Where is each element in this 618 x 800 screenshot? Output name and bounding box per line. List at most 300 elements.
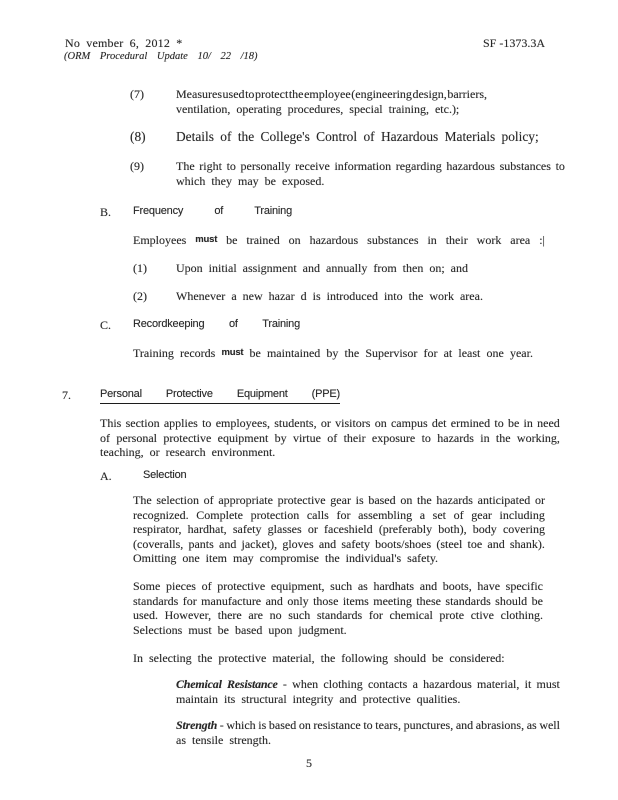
doc-word: initial bbox=[208, 261, 237, 275]
doc-word: by bbox=[326, 346, 339, 360]
doc-word: to bbox=[555, 159, 565, 173]
item-8-label: (8) bbox=[130, 129, 146, 144]
doc-word: no bbox=[269, 608, 282, 623]
doc-word: and bbox=[455, 718, 474, 732]
doc-line bbox=[133, 537, 545, 552]
doc-word: strength. bbox=[229, 732, 271, 747]
doc-word: compromise bbox=[259, 551, 319, 566]
doc-word: their bbox=[343, 430, 366, 445]
doc-word: specific bbox=[505, 579, 543, 593]
doc-word: employees, bbox=[215, 416, 271, 430]
doc-word: be bbox=[264, 173, 276, 188]
doc-line bbox=[176, 102, 487, 117]
doc-word: protective bbox=[163, 430, 212, 445]
section-b-heading-label: B. bbox=[100, 205, 112, 219]
doc-word: based bbox=[368, 493, 396, 507]
doc-word: clothing. bbox=[500, 608, 543, 623]
doc-word: they bbox=[211, 173, 232, 188]
doc-word: visitors bbox=[335, 416, 371, 430]
doc-word: The bbox=[176, 159, 195, 173]
doc-word: which bbox=[226, 718, 256, 732]
doc-word: hazards bbox=[436, 493, 473, 507]
doc-word: protective bbox=[218, 651, 267, 665]
doc-word: exposure bbox=[371, 430, 416, 445]
doc-word: Whenever bbox=[176, 289, 226, 303]
doc-word: hazardous bbox=[309, 233, 359, 247]
doc-word: boots/shoes bbox=[375, 536, 432, 551]
doc-word: hardhats bbox=[373, 579, 415, 593]
doc-word: those bbox=[313, 593, 339, 608]
doc-word: substances bbox=[367, 233, 419, 247]
item-9-label: (9) bbox=[130, 159, 144, 173]
doc-line bbox=[100, 431, 560, 446]
doc-word: or bbox=[149, 445, 160, 460]
doc-word: ctive bbox=[470, 608, 495, 623]
doc-word: receive bbox=[295, 159, 330, 173]
doc-word: items bbox=[342, 593, 369, 608]
doc-word: Chemical bbox=[176, 677, 222, 691]
doc-line bbox=[176, 129, 566, 145]
doc-word: abrasions, bbox=[475, 718, 525, 732]
doc-word: work bbox=[476, 233, 502, 247]
doc-word: chemical bbox=[389, 608, 433, 623]
doc-word: to bbox=[202, 416, 212, 430]
doc-word: a bbox=[231, 289, 237, 303]
doc-word: Omitting bbox=[133, 551, 177, 566]
doc-word: Selection bbox=[143, 469, 187, 481]
page-number: 5 bbox=[306, 756, 312, 770]
doc-word: Some bbox=[133, 579, 161, 593]
doc-word: judgment. bbox=[298, 622, 347, 637]
doc-word: and bbox=[339, 691, 357, 706]
doc-word: at bbox=[443, 346, 453, 360]
doc-word: the bbox=[197, 651, 213, 665]
doc-word: in bbox=[480, 430, 490, 445]
doc-word: a bbox=[412, 677, 418, 691]
doc-line bbox=[176, 677, 560, 692]
doc-word: protective bbox=[277, 493, 326, 507]
doc-word: have bbox=[477, 579, 501, 593]
doc-word: the bbox=[416, 493, 432, 507]
doc-word: to bbox=[494, 416, 504, 430]
doc-word: safety bbox=[232, 522, 262, 537]
doc-word: Training bbox=[133, 346, 174, 360]
selection-para-1-text bbox=[133, 493, 545, 566]
header-doc-number: SF -1373.3A bbox=[482, 36, 545, 50]
doc-word: on; bbox=[429, 261, 445, 275]
doc-line bbox=[176, 174, 565, 189]
doc-word: gloves bbox=[282, 536, 314, 551]
doc-word: right bbox=[199, 159, 222, 173]
doc-word: Strength bbox=[176, 718, 218, 732]
doc-line bbox=[100, 388, 340, 401]
header-revision-note: (ORM Procedural Update 10/ 22 /18) bbox=[64, 51, 258, 62]
doc-word: barriers, bbox=[447, 87, 487, 101]
doc-word: ermined bbox=[450, 416, 491, 430]
doc-word: equipment, bbox=[270, 579, 325, 593]
selection-para-3-text bbox=[133, 651, 553, 666]
doc-word: or bbox=[534, 493, 545, 507]
doc-word: hazar bbox=[268, 289, 295, 303]
doc-word: as bbox=[526, 718, 537, 732]
doc-word: individual's bbox=[345, 551, 402, 566]
doc-word: Control bbox=[316, 129, 358, 144]
doc-word: records bbox=[180, 346, 216, 360]
doc-word: (coveralls, bbox=[133, 536, 184, 551]
doc-word: pieces bbox=[165, 579, 196, 593]
doc-word: these bbox=[416, 593, 441, 608]
doc-word: area bbox=[510, 233, 531, 247]
doc-line bbox=[176, 692, 560, 707]
section-7-heading-text bbox=[100, 388, 340, 404]
doc-word: resistance bbox=[313, 718, 361, 732]
doc-word: Details bbox=[176, 129, 214, 144]
doc-word: body bbox=[472, 522, 497, 537]
doc-line bbox=[133, 608, 543, 623]
doc-word: well bbox=[539, 718, 560, 732]
def-strength-text bbox=[176, 718, 560, 747]
doc-word: such bbox=[330, 579, 353, 593]
doc-word: only bbox=[287, 593, 309, 608]
doc-word: on bbox=[288, 233, 301, 247]
doc-word: - bbox=[219, 718, 224, 732]
doc-word: protective bbox=[217, 579, 266, 593]
doc-word: a bbox=[419, 507, 426, 522]
doc-word: it bbox=[524, 677, 532, 691]
doc-word: or bbox=[320, 416, 331, 430]
doc-word: meeting bbox=[373, 593, 412, 608]
doc-word: teaching, bbox=[100, 445, 144, 460]
doc-word: toe bbox=[467, 536, 483, 551]
doc-word: standards bbox=[445, 593, 491, 608]
doc-word: (PPE) bbox=[311, 388, 340, 400]
doc-line bbox=[133, 205, 292, 218]
section-b-heading-text bbox=[133, 205, 292, 218]
doc-line bbox=[143, 469, 263, 482]
doc-word: :| bbox=[539, 233, 545, 247]
doc-word: year. bbox=[509, 346, 533, 360]
doc-word: to bbox=[421, 430, 431, 445]
doc-word: Training bbox=[254, 205, 292, 217]
section-c-heading-text bbox=[133, 318, 300, 331]
doc-word: virtue bbox=[292, 430, 321, 445]
doc-word: used. bbox=[133, 608, 158, 623]
item-9-text bbox=[176, 159, 565, 188]
doc-word: Personal bbox=[100, 388, 142, 400]
doc-word: of bbox=[220, 129, 232, 144]
doc-word: for bbox=[336, 507, 351, 522]
doc-word: boots, bbox=[442, 579, 472, 593]
doc-word: into bbox=[383, 289, 403, 303]
doc-word: anticipated bbox=[477, 493, 531, 507]
doc-line bbox=[176, 261, 556, 276]
doc-word: assembling bbox=[358, 507, 413, 522]
doc-word: of bbox=[453, 507, 464, 522]
doc-word: exposed. bbox=[282, 173, 325, 188]
selection-para-2-text bbox=[133, 579, 543, 637]
doc-word: (engineering bbox=[351, 87, 412, 101]
doc-word: annually bbox=[326, 261, 368, 275]
doc-word: in bbox=[523, 416, 533, 430]
doc-word: be bbox=[431, 651, 444, 665]
doc-word: Measures bbox=[176, 87, 222, 101]
doc-word: based bbox=[268, 718, 297, 732]
doc-word: considered: bbox=[449, 651, 505, 665]
doc-word: substances bbox=[499, 159, 551, 173]
doc-word: in bbox=[427, 233, 437, 247]
doc-word: personal bbox=[116, 430, 157, 445]
doc-word: Selections bbox=[133, 622, 183, 637]
doc-word: qualities. bbox=[416, 691, 461, 706]
section-7-heading-label: 7. bbox=[62, 388, 71, 402]
doc-line bbox=[133, 551, 545, 566]
doc-line bbox=[133, 594, 543, 609]
doc-word: faceshield bbox=[324, 522, 373, 537]
section-a-heading-text bbox=[143, 469, 263, 482]
doc-word: hardhat, bbox=[187, 522, 227, 537]
doc-word: on bbox=[400, 493, 413, 507]
doc-word: campus bbox=[390, 416, 428, 430]
doc-word: and bbox=[419, 579, 438, 593]
doc-word: is bbox=[258, 718, 267, 732]
doc-word: information bbox=[334, 159, 392, 173]
doc-word: etc.); bbox=[434, 101, 460, 116]
doc-word: the bbox=[495, 430, 511, 445]
doc-word: equipment bbox=[217, 430, 269, 445]
doc-word: introduced bbox=[326, 289, 378, 303]
doc-word: Supervisor bbox=[365, 346, 418, 360]
doc-word: procedures, bbox=[287, 101, 344, 116]
doc-word: (steel bbox=[436, 536, 463, 551]
item-b-1-text bbox=[176, 261, 556, 276]
doc-word: shank). bbox=[509, 536, 545, 551]
doc-word: glasses bbox=[267, 522, 302, 537]
doc-line bbox=[176, 733, 560, 748]
section-a-heading-label: A. bbox=[100, 469, 112, 483]
doc-word: policy; bbox=[501, 129, 539, 144]
doc-word: including bbox=[499, 507, 545, 522]
doc-word: tensile bbox=[192, 732, 224, 747]
section-7-intro-text bbox=[100, 416, 560, 460]
doc-word: respirator, bbox=[133, 522, 182, 537]
doc-word: on bbox=[374, 416, 387, 430]
doc-word: protection bbox=[250, 507, 300, 522]
doc-word: Equipment bbox=[236, 388, 288, 400]
doc-word: of bbox=[214, 205, 224, 217]
doc-word: least bbox=[458, 346, 481, 360]
doc-word: calls bbox=[306, 507, 329, 522]
doc-word: used bbox=[222, 87, 245, 101]
doc-word: College's bbox=[260, 129, 310, 144]
doc-word: selection bbox=[156, 493, 199, 507]
doc-word: and bbox=[318, 536, 337, 551]
doc-word: selecting bbox=[149, 651, 192, 665]
doc-word: should bbox=[495, 593, 528, 608]
doc-word: clothing bbox=[323, 677, 363, 691]
doc-word: must bbox=[536, 677, 560, 691]
doc-word: assignment bbox=[242, 261, 297, 275]
doc-word: must bbox=[195, 234, 218, 245]
doc-word: gear bbox=[330, 493, 351, 507]
doc-word: Resistance bbox=[226, 677, 278, 691]
doc-word: area. bbox=[459, 289, 483, 303]
doc-word: one bbox=[486, 346, 504, 360]
doc-word: and bbox=[219, 536, 237, 551]
doc-word: be bbox=[531, 593, 543, 608]
doc-word: safety bbox=[341, 536, 370, 551]
doc-word: trained bbox=[246, 233, 280, 247]
doc-word: the bbox=[325, 551, 340, 566]
doc-word: of bbox=[201, 579, 212, 593]
doc-word: pants bbox=[188, 536, 214, 551]
item-b-2-text bbox=[176, 289, 556, 304]
doc-word: and bbox=[302, 261, 320, 275]
doc-word: ventilation, bbox=[176, 101, 231, 116]
doc-word: be bbox=[249, 346, 261, 360]
doc-word: section bbox=[125, 416, 160, 430]
doc-word: prote bbox=[439, 608, 465, 623]
doc-line bbox=[100, 445, 560, 460]
doc-word: may bbox=[233, 551, 254, 566]
doc-word: new bbox=[242, 289, 263, 303]
doc-word: to bbox=[245, 87, 255, 101]
doc-word: Upon bbox=[176, 261, 203, 275]
doc-word: - bbox=[282, 677, 287, 691]
doc-word: protect bbox=[254, 87, 289, 101]
doc-word: Protective bbox=[165, 388, 213, 400]
doc-line bbox=[176, 87, 487, 102]
doc-word: safety. bbox=[407, 551, 439, 566]
doc-word: tears, bbox=[375, 718, 401, 732]
doc-word: on bbox=[298, 718, 311, 732]
doc-word: working, bbox=[516, 430, 560, 445]
doc-word: both), bbox=[438, 522, 467, 537]
doc-word: following bbox=[341, 651, 388, 665]
doc-word: material, bbox=[272, 651, 315, 665]
doc-line bbox=[133, 651, 553, 666]
doc-word: as bbox=[357, 579, 368, 593]
doc-word: work bbox=[429, 289, 454, 303]
doc-word: be bbox=[226, 233, 238, 247]
doc-word: the bbox=[344, 346, 360, 360]
doc-word: for bbox=[182, 593, 197, 608]
doc-word: the bbox=[237, 129, 255, 144]
doc-line bbox=[133, 493, 545, 508]
doc-word: In bbox=[133, 651, 143, 665]
doc-line bbox=[100, 416, 560, 431]
doc-word: be bbox=[217, 622, 229, 637]
section-b-intro-text bbox=[133, 233, 545, 248]
doc-word: of bbox=[203, 493, 214, 507]
section-c-heading-label: C. bbox=[100, 318, 112, 332]
doc-word: maintain bbox=[176, 691, 218, 706]
doc-word: contacts bbox=[367, 677, 408, 691]
doc-word: and bbox=[487, 536, 505, 551]
doc-word: or bbox=[307, 522, 318, 537]
doc-word: its bbox=[224, 691, 236, 706]
doc-word: hazardous bbox=[446, 159, 495, 173]
doc-line bbox=[133, 233, 545, 248]
header-date: No vember 6, 2012 * bbox=[65, 36, 183, 50]
doc-word: students, bbox=[274, 416, 317, 430]
doc-line bbox=[133, 522, 545, 537]
doc-line bbox=[176, 159, 565, 174]
doc-word: then bbox=[402, 261, 424, 275]
doc-word: regarding bbox=[395, 159, 442, 173]
doc-word: Frequency bbox=[133, 205, 184, 217]
doc-word: manufacture bbox=[201, 593, 262, 608]
doc-word: personally bbox=[240, 159, 291, 173]
doc-word: gear bbox=[471, 507, 492, 522]
section-c-body-text bbox=[133, 346, 533, 361]
doc-word: Training bbox=[262, 318, 300, 330]
doc-word: structural bbox=[241, 691, 287, 706]
doc-word: upon bbox=[268, 622, 293, 637]
doc-word: the bbox=[288, 87, 304, 101]
doc-word: for bbox=[368, 608, 383, 623]
doc-word: need bbox=[537, 416, 560, 430]
doc-word: hazardous bbox=[423, 677, 472, 691]
doc-word: maintained bbox=[266, 346, 321, 360]
doc-word: as bbox=[176, 732, 186, 747]
item-b-2-label: (2) bbox=[133, 289, 147, 303]
doc-word: there bbox=[217, 608, 242, 623]
doc-word: protective bbox=[362, 691, 411, 706]
doc-word: be bbox=[507, 416, 520, 430]
doc-word: when bbox=[292, 677, 319, 691]
doc-word: appropriate bbox=[218, 493, 273, 507]
doc-word: the bbox=[320, 651, 336, 665]
doc-word: Employees bbox=[133, 233, 187, 247]
doc-word: one bbox=[182, 551, 200, 566]
doc-word: for bbox=[423, 346, 438, 360]
item-7-label: (7) bbox=[130, 87, 144, 101]
doc-word: to bbox=[226, 159, 236, 173]
item-b-1-label: (1) bbox=[133, 261, 147, 275]
doc-word: integrity bbox=[292, 691, 334, 706]
doc-word: d bbox=[300, 289, 307, 303]
doc-word: special bbox=[349, 101, 383, 116]
doc-word: Recordkeeping bbox=[133, 318, 205, 330]
doc-word: should bbox=[393, 651, 426, 665]
doc-word: This bbox=[100, 416, 122, 430]
doc-word: of bbox=[363, 129, 375, 144]
doc-word: item bbox=[205, 551, 227, 566]
doc-word: Materials bbox=[444, 129, 496, 144]
doc-word: applies bbox=[163, 416, 198, 430]
doc-word: set bbox=[432, 507, 447, 522]
doc-word: which bbox=[176, 173, 206, 188]
doc-word: of bbox=[228, 318, 238, 330]
doc-word: must bbox=[188, 622, 212, 637]
doc-word: training, bbox=[388, 101, 429, 116]
doc-line bbox=[133, 579, 543, 594]
doc-word: is bbox=[355, 493, 364, 507]
doc-line bbox=[133, 318, 300, 331]
doc-word: material, bbox=[477, 677, 520, 691]
doc-word: det bbox=[431, 416, 447, 430]
doc-word: Hazardous bbox=[380, 129, 439, 144]
doc-word: covering bbox=[502, 522, 545, 537]
doc-word: The bbox=[133, 493, 152, 507]
doc-word: of bbox=[100, 430, 110, 445]
doc-line bbox=[133, 623, 543, 638]
doc-word: employee bbox=[304, 87, 351, 101]
doc-word: design, bbox=[412, 87, 447, 101]
doc-word: such bbox=[288, 608, 311, 623]
doc-word: operating bbox=[236, 101, 282, 116]
doc-word: must bbox=[221, 347, 244, 358]
